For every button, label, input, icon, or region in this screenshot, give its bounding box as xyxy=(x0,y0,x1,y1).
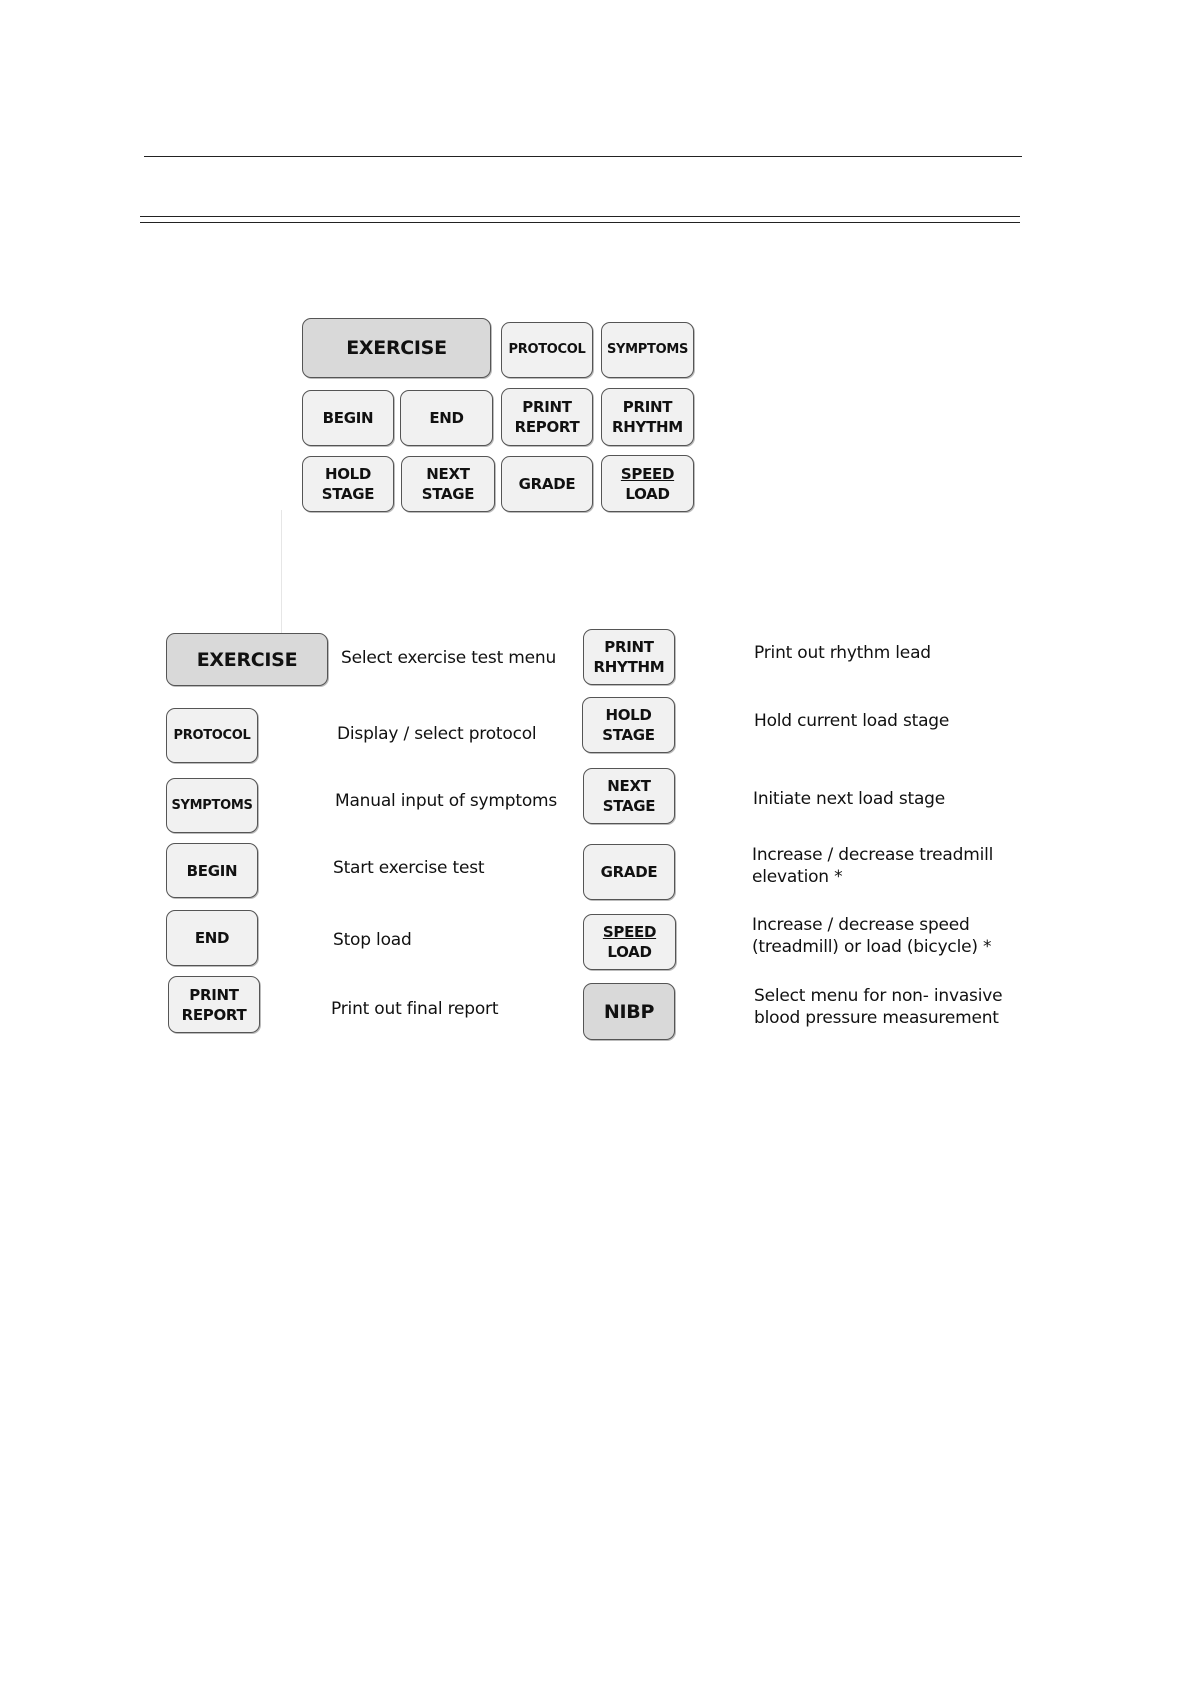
legend-key-protocol: PROTOCOL xyxy=(166,708,258,763)
legend-desc-speed-load: Increase / decrease speed (treadmill) or load (bicycle) * xyxy=(752,915,992,957)
key-speed-load[interactable]: SPEED LOAD xyxy=(601,455,694,512)
legend-key-nibp: NIBP xyxy=(583,983,675,1040)
key-next-stage[interactable]: NEXT STAGE xyxy=(401,456,495,512)
legend-key-grade: GRADE xyxy=(583,844,675,900)
key-end[interactable]: END xyxy=(400,390,493,446)
legend-key-begin: BEGIN xyxy=(166,843,258,898)
header-rule-double-1 xyxy=(140,216,1020,217)
key-print-report[interactable]: PRINT REPORT xyxy=(501,388,593,446)
legend-key-end: END xyxy=(166,910,258,966)
legend-key-print-report: PRINT REPORT xyxy=(168,976,260,1033)
legend-desc-grade: Increase / decrease treadmill elevation * xyxy=(752,845,994,887)
scan-guide-line xyxy=(281,510,282,640)
header-rule-double-2 xyxy=(140,222,1020,223)
legend-key-print-rhythm: PRINT RHYTHM xyxy=(583,629,675,685)
key-print-rhythm[interactable]: PRINT RHYTHM xyxy=(601,388,694,446)
legend-key-next-stage: NEXT STAGE xyxy=(583,768,675,824)
legend-key-symptoms: SYMPTOMS xyxy=(166,778,258,833)
key-symptoms[interactable]: SYMPTOMS xyxy=(601,322,694,378)
legend-desc-exercise: Select exercise test menu xyxy=(341,648,557,668)
legend-desc-protocol: Display / select protocol xyxy=(337,724,537,744)
legend-key-hold-stage: HOLD STAGE xyxy=(582,697,675,753)
key-exercise[interactable]: EXERCISE xyxy=(302,318,491,378)
legend-desc-next-stage: Initiate next load stage xyxy=(753,789,946,809)
legend-key-speed-load: SPEED LOAD xyxy=(583,914,676,970)
header-rule-top xyxy=(144,156,1022,157)
legend-key-exercise: EXERCISE xyxy=(166,633,328,686)
key-grade[interactable]: GRADE xyxy=(501,456,593,512)
legend-desc-begin: Start exercise test xyxy=(333,858,485,878)
key-begin[interactable]: BEGIN xyxy=(302,390,394,446)
legend-desc-hold-stage: Hold current load stage xyxy=(754,711,950,731)
legend-desc-symptoms: Manual input of symptoms xyxy=(335,791,558,811)
legend-desc-print-rhythm: Print out rhythm lead xyxy=(754,643,931,663)
key-protocol[interactable]: PROTOCOL xyxy=(501,322,593,378)
legend-desc-nibp: Select menu for non- invasive blood pressure measurement xyxy=(754,986,1003,1028)
key-hold-stage[interactable]: HOLD STAGE xyxy=(302,456,394,512)
legend-desc-print-report: Print out final report xyxy=(331,999,499,1019)
legend-desc-end: Stop load xyxy=(333,930,412,950)
